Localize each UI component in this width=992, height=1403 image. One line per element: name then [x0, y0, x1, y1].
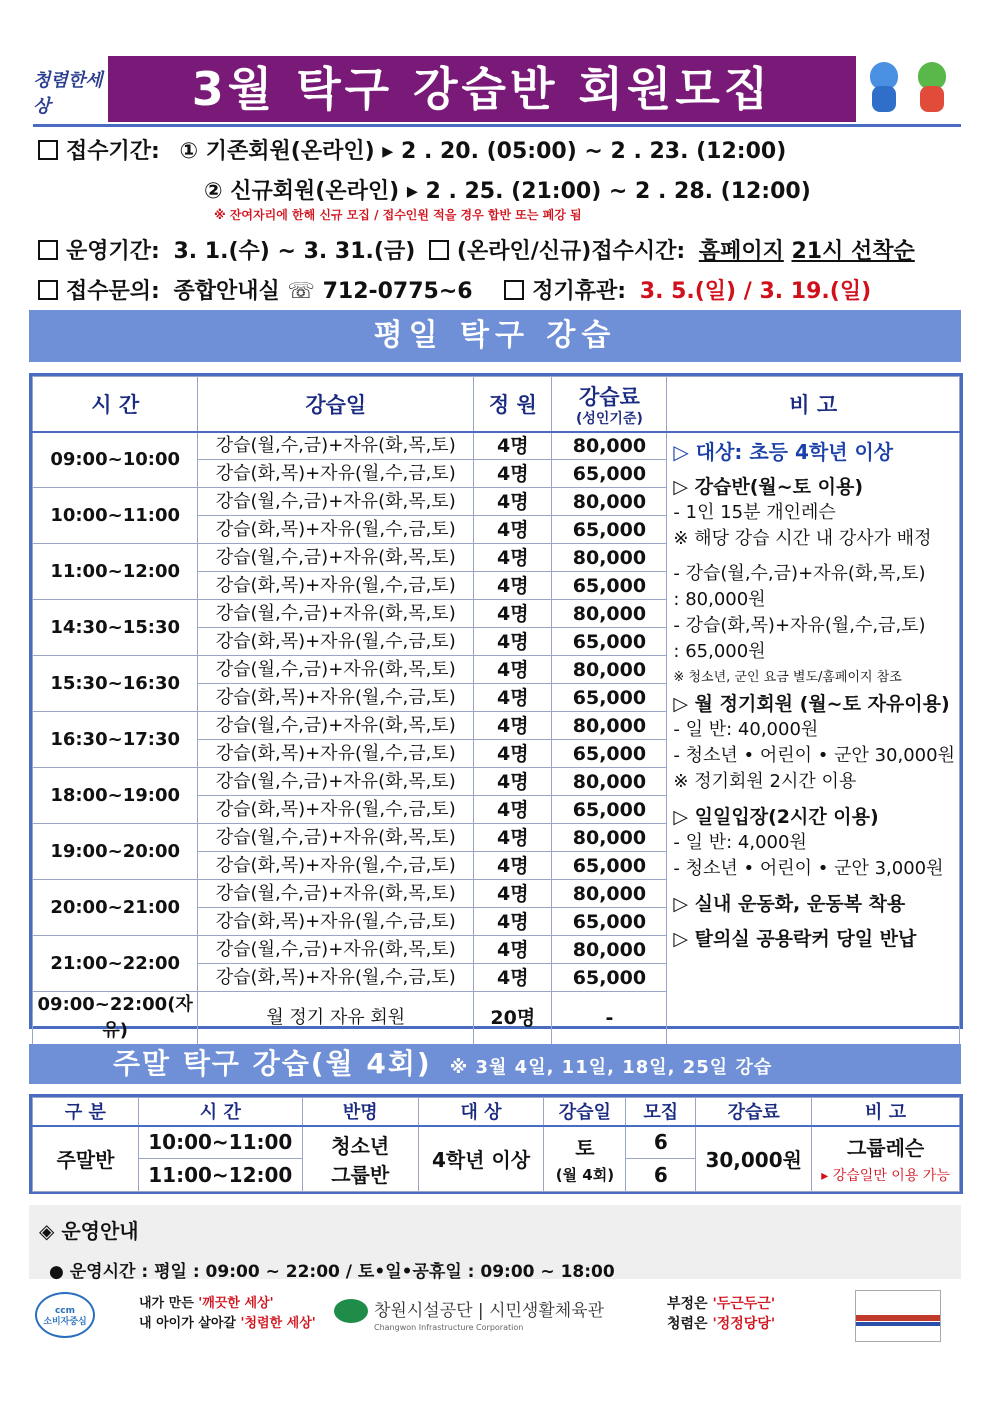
note-line: ▷ 강습반(월~토 이용) — [673, 475, 864, 498]
title-divider — [33, 124, 961, 127]
note-line: - 청소년 • 어린이 • 군안 30,000원 — [673, 744, 955, 766]
weekend-table — [32, 1097, 960, 1192]
row-course: 강습(화,목)+자유(월,수,금,토) — [198, 740, 474, 768]
row-course: 강습(화,목)+자유(월,수,금,토) — [198, 516, 474, 544]
row-quota: 4명 — [474, 572, 552, 600]
weekend-section-title — [29, 1044, 961, 1084]
closed-label: 정기휴관: — [532, 279, 627, 304]
free-fee: - — [552, 992, 667, 1045]
clean-slogan — [139, 1294, 316, 1334]
checkbox-icon — [504, 280, 524, 300]
note-line: - 1인 15분 개인레슨 — [673, 501, 836, 523]
wk-class-name-1: 청소년 — [331, 1133, 390, 1158]
slogan-2a-accent: '두근두근' — [712, 1296, 776, 1312]
note-line: - 일 반: 4,000원 — [673, 831, 807, 853]
slogan-2a: 부정은 — [667, 1296, 713, 1312]
wk-header-day: 강습일 — [544, 1098, 626, 1126]
checkbox-icon — [38, 140, 58, 160]
row-fee: 65,000 — [552, 852, 667, 880]
corporation-english: Changwon Infrastructure Corporation — [374, 1323, 524, 1332]
weekday-table — [32, 376, 960, 1045]
note-line: : 65,000원 — [673, 640, 766, 662]
checkbox-icon — [38, 240, 58, 260]
note-line: ▷ 대상: 초등 4학년 이상 — [673, 439, 894, 464]
note-line: - 강습(화,목)+자유(월,수,금,토) — [673, 614, 926, 636]
contact-line — [38, 274, 871, 305]
corporation-name: 창원시설공단 | 시민생활체육관 — [374, 1301, 605, 1321]
row-time: 21:00~22:00 — [33, 936, 198, 992]
wk-header-category: 구 분 — [33, 1098, 139, 1126]
row-quota: 4명 — [474, 432, 552, 460]
note-line: ※ 해당 강습 시간 내 강사가 배정 — [673, 527, 932, 549]
row-fee: 65,000 — [552, 796, 667, 824]
slogan-1a-accent: '깨끗한 세상' — [198, 1296, 274, 1311]
header-note: 비 고 — [667, 377, 960, 432]
mascot-blue-icon — [864, 62, 904, 114]
row-quota: 4명 — [474, 684, 552, 712]
header-course: 강습일 — [198, 377, 474, 432]
weekday-table-frame — [29, 373, 963, 1041]
wk-note-sub: ▸ 강습일만 이용 가능 — [821, 1168, 950, 1185]
header-fee-label: 강습료 — [579, 384, 640, 409]
row-course: 강습(화,목)+자유(월,수,금,토) — [198, 796, 474, 824]
checkbox-icon — [38, 280, 58, 300]
slogan-2b-accent: '정정당당' — [712, 1316, 776, 1332]
online-reg-time: 21시 선착순 — [791, 239, 915, 264]
row-course: 강습(화,목)+자유(월,수,금,토) — [198, 964, 474, 992]
operation-period: 3. 1.(수) ~ 3. 31.(금) — [173, 239, 416, 264]
row-course: 강습(화,목)+자유(월,수,금,토) — [198, 684, 474, 712]
wk-header-quota: 모집 — [626, 1098, 696, 1126]
row-course: 강습(월,수,금)+자유(화,목,토) — [198, 824, 474, 852]
table-row — [33, 432, 960, 460]
row-course: 강습(월,수,금)+자유(화,목,토) — [198, 600, 474, 628]
row-time: 15:30~16:30 — [33, 656, 198, 712]
slogan-1b-accent: '청렴한 세상' — [240, 1316, 316, 1331]
online-reg-method: 홈페이지 — [698, 239, 784, 264]
note-line: ※ 정기회원 2시간 이용 — [673, 770, 857, 792]
row-fee: 65,000 — [552, 516, 667, 544]
row-fee: 80,000 — [552, 600, 667, 628]
guide-hours: ● 운영시간 : 평일 : 09:00 ~ 22:00 / 토•일•공휴일 : 09:00 ~ 18:00 — [49, 1262, 615, 1282]
ccm-logo — [35, 1292, 95, 1338]
row-quota: 4명 — [474, 628, 552, 656]
row-fee: 65,000 — [552, 460, 667, 488]
weekend-table-frame — [29, 1094, 963, 1194]
row-quota: 4명 — [474, 516, 552, 544]
wk-header-class: 반명 — [302, 1098, 418, 1126]
row-fee: 80,000 — [552, 544, 667, 572]
registration-note: ※ 잔여자리에 한해 신규 모집 / 접수인원 적을 경우 합반 또는 폐강 됨 — [214, 208, 582, 222]
row-fee: 65,000 — [552, 572, 667, 600]
online-reg-label: (온라인/신규)접수시간: — [456, 239, 686, 264]
ccm-logo-top: ccm — [54, 1306, 76, 1316]
wk-day-main: 토 — [575, 1136, 595, 1161]
row-course: 강습(월,수,금)+자유(화,목,토) — [198, 432, 474, 460]
row-time: 19:00~20:00 — [33, 824, 198, 880]
row-quota: 4명 — [474, 740, 552, 768]
ccm-logo-text: 소비자중심 — [43, 1317, 87, 1327]
row-time: 09:00~10:00 — [33, 432, 198, 488]
row-fee: 80,000 — [552, 656, 667, 684]
page-title: 3월 탁구 강습반 회원모집 — [108, 56, 856, 122]
certification-badge-icon — [855, 1290, 941, 1342]
wk-header-fee: 강습료 — [696, 1098, 812, 1126]
row-course: 강습(월,수,금)+자유(화,목,토) — [198, 712, 474, 740]
header-fee — [552, 377, 667, 432]
row-quota: 4명 — [474, 852, 552, 880]
row-quota: 4명 — [474, 824, 552, 852]
row-time: 16:30~17:30 — [33, 712, 198, 768]
row-quota: 4명 — [474, 908, 552, 936]
wk-quota-2: 6 — [626, 1159, 696, 1192]
row-quota: 4명 — [474, 460, 552, 488]
note-line: ▷ 일일입장(2시간 이용) — [673, 805, 879, 828]
row-fee: 65,000 — [552, 628, 667, 656]
weekend-row — [33, 1126, 960, 1159]
registration-new: ② 신규회원(온라인) ▸ 2 . 25. (21:00) ~ 2 . 28. (12:00) — [204, 179, 811, 204]
row-fee: 80,000 — [552, 768, 667, 796]
weekend-header-row — [33, 1098, 960, 1126]
row-time: 11:00~12:00 — [33, 544, 198, 600]
row-fee: 65,000 — [552, 740, 667, 768]
weekend-dates: ※ 3월 4일, 11일, 18일, 25일 강습 — [449, 1057, 773, 1078]
integrity-logo — [33, 66, 105, 117]
row-course: 강습(월,수,금)+자유(화,목,토) — [198, 768, 474, 796]
wk-class-name-2: 그룹반 — [331, 1162, 390, 1187]
row-fee: 65,000 — [552, 908, 667, 936]
header-quota: 정 원 — [474, 377, 552, 432]
weekday-section-title: 평일 탁구 강습 — [29, 310, 961, 362]
row-quota: 4명 — [474, 964, 552, 992]
row-fee: 80,000 — [552, 432, 667, 460]
free-time: 09:00~22:00(자유) — [33, 992, 198, 1045]
row-fee: 80,000 — [552, 936, 667, 964]
contact-value: 종합안내실 ☏ 712-0775~6 — [173, 279, 473, 304]
row-course: 강습(월,수,금)+자유(화,목,토) — [198, 656, 474, 684]
wk-header-target: 대 상 — [418, 1098, 544, 1126]
wk-day-sub: (월 4회) — [555, 1166, 615, 1185]
note-line: - 일 반: 40,000원 — [673, 718, 819, 740]
wk-note — [812, 1126, 960, 1192]
wk-header-time: 시 간 — [138, 1098, 302, 1126]
checkbox-icon — [429, 240, 449, 260]
note-line: ※ 청소년, 군인 요금 별도/홈페이지 참조 — [673, 669, 902, 685]
closed-dates: 3. 5.(일) / 3. 19.(일) — [639, 279, 872, 304]
row-fee: 80,000 — [552, 824, 667, 852]
wk-target: 4학년 이상 — [418, 1126, 544, 1192]
note-line: ▷ 실내 운동화, 운동복 착용 — [673, 892, 906, 915]
slogan-1b: 내 아이가 살아갈 — [139, 1316, 241, 1331]
header-time: 시 간 — [33, 377, 198, 432]
contact-label: 접수문의: — [66, 279, 160, 304]
row-course: 강습(월,수,금)+자유(화,목,토) — [198, 880, 474, 908]
row-quota: 4명 — [474, 796, 552, 824]
weekend-title: 주말 탁구 강습(월 4회) — [113, 1047, 432, 1080]
mascot-image — [864, 60, 960, 116]
note-line: : 80,000원 — [673, 588, 766, 610]
wk-quota-1: 6 — [626, 1126, 696, 1159]
row-course: 강습(화,목)+자유(월,수,금,토) — [198, 460, 474, 488]
operation-guide — [29, 1205, 961, 1282]
row-course: 강습(화,목)+자유(월,수,금,토) — [198, 908, 474, 936]
row-course: 강습(화,목)+자유(월,수,금,토) — [198, 628, 474, 656]
row-course: 강습(화,목)+자유(월,수,금,토) — [198, 572, 474, 600]
wk-day — [544, 1126, 626, 1192]
notes-column — [667, 432, 960, 1045]
row-course: 강습(화,목)+자유(월,수,금,토) — [198, 852, 474, 880]
corporation-emblem-icon — [334, 1299, 368, 1323]
row-fee: 65,000 — [552, 964, 667, 992]
note-line: - 청소년 • 어린이 • 군안 3,000원 — [673, 857, 944, 879]
row-time: 14:30~15:30 — [33, 600, 198, 656]
row-time: 20:00~21:00 — [33, 880, 198, 936]
operation-period-line — [38, 234, 915, 265]
free-course: 월 정기 자유 회원 — [198, 992, 474, 1045]
row-quota: 4명 — [474, 768, 552, 796]
row-time: 10:00~11:00 — [33, 488, 198, 544]
note-line: ▷ 탈의실 공용락커 당일 반납 — [673, 927, 917, 950]
row-quota: 4명 — [474, 936, 552, 964]
slogan-1a: 내가 만든 — [139, 1296, 199, 1311]
wk-time-2: 11:00~12:00 — [138, 1159, 302, 1192]
table-header-row — [33, 377, 960, 432]
corporation-logo — [334, 1296, 604, 1332]
row-course: 강습(월,수,금)+자유(화,목,토) — [198, 544, 474, 572]
row-quota: 4명 — [474, 600, 552, 628]
row-fee: 80,000 — [552, 712, 667, 740]
mascot-green-icon — [912, 62, 952, 114]
row-quota: 4명 — [474, 488, 552, 516]
slogan-2b: 청렴은 — [667, 1316, 713, 1332]
wk-note-main: 그룹레슨 — [846, 1136, 925, 1161]
footer — [29, 1286, 961, 1346]
header-fee-sub: (성인기준) — [575, 410, 643, 427]
row-time: 18:00~19:00 — [33, 768, 198, 824]
integrity-logo-text: 청렴한세상 — [33, 70, 103, 117]
wk-category: 주말반 — [33, 1126, 139, 1192]
row-course: 강습(월,수,금)+자유(화,목,토) — [198, 488, 474, 516]
row-quota: 4명 — [474, 712, 552, 740]
row-fee: 65,000 — [552, 684, 667, 712]
registration-line-1 — [38, 134, 786, 165]
registration-label: 접수기간: — [66, 139, 160, 164]
row-fee: 80,000 — [552, 488, 667, 516]
wk-class-name — [302, 1126, 418, 1192]
free-quota: 20명 — [474, 992, 552, 1045]
guide-heading: ◈ 운영안내 — [39, 1219, 139, 1243]
integrity-slogan — [667, 1294, 775, 1334]
row-quota: 4명 — [474, 544, 552, 572]
wk-time-1: 10:00~11:00 — [138, 1126, 302, 1159]
row-quota: 4명 — [474, 880, 552, 908]
note-line: - 강습(월,수,금)+자유(화,목,토) — [673, 562, 926, 584]
wk-fee: 30,000원 — [696, 1126, 812, 1192]
row-fee: 80,000 — [552, 880, 667, 908]
wk-header-note: 비 고 — [812, 1098, 960, 1126]
row-course: 강습(월,수,금)+자유(화,목,토) — [198, 936, 474, 964]
operation-label: 운영기간: — [66, 239, 160, 264]
note-line: ▷ 월 정기회원 (월~토 자유이용) — [673, 692, 950, 715]
registration-existing: ① 기존회원(온라인) ▸ 2 . 20. (05:00) ~ 2 . 23. (12:00) — [179, 139, 787, 164]
registration-line-2 — [204, 174, 811, 205]
row-quota: 4명 — [474, 656, 552, 684]
